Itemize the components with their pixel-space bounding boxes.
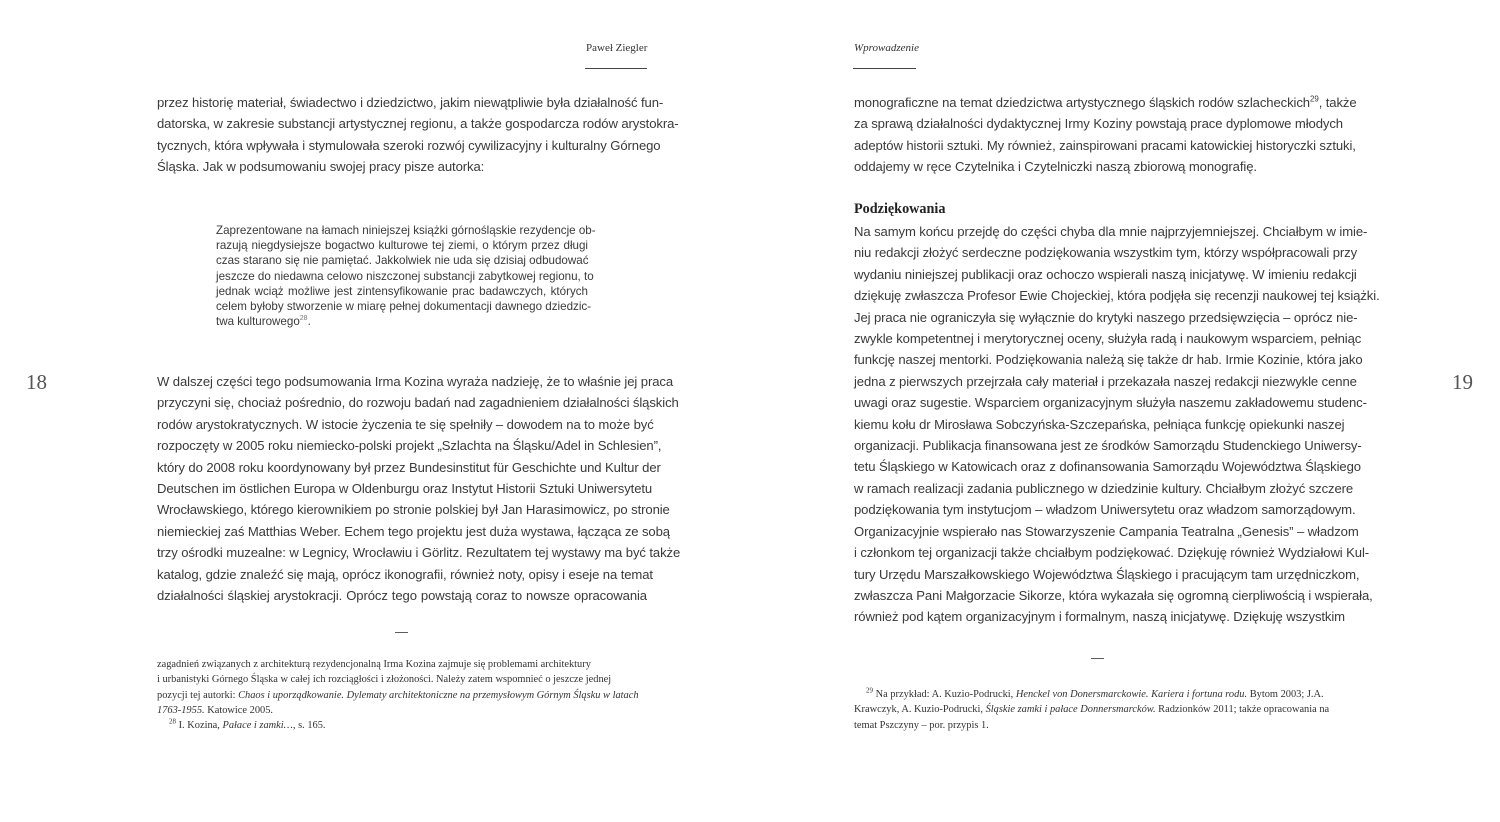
text-line: tury Urzędu Marszałkowskiego Województwa Śląskiego i pracującym tam urzędniczkom, bbox=[854, 566, 1360, 582]
text-line: podziękowania tym instytucjom – władzom Uniwersytetu oraz władzom samorządowym. bbox=[854, 502, 1356, 518]
quote-line: jednak wciąż możliwe jest zintensyfikowanie prac badawczych, których bbox=[216, 284, 588, 298]
text-line: trzy ośrodki muzealne: w Legnicy, Wrocławiu i Görlitz. Rezultatem tej wystawy ma być także bbox=[157, 545, 681, 561]
text-line: oddajemy w ręce Czytelnika i Czytelniczki naszą zbiorową monografię. bbox=[854, 159, 1257, 175]
quote-line: razują niegdysiejsze bogactwo kulturowe tej ziemi, o którym przez długi bbox=[216, 239, 588, 253]
text-line: zwykle kompetentnej i merytorycznej oceny, służyła radą i naukowym wsparciem, pełniąc bbox=[854, 331, 1362, 347]
text-segment: monograficzne na temat dziedzictwa artystycznego śląskich rodów szlacheckich bbox=[854, 95, 1310, 110]
text-line: Śląska. Jak w podsumowaniu swojej pracy pisze autorka: bbox=[157, 159, 485, 175]
text-line: wydaniu niniejszej publikacji oraz ochoczo wspierali naszą inicjatywę. W imieniu redakcji bbox=[854, 266, 1357, 282]
text-line: Jej praca nie ograniczyła się wyłącznie do krytyki naszego przedsięwzięcia – oprócz nie- bbox=[854, 309, 1358, 325]
footnote-text: Na przykład: A. Kuzio-Podrucki, bbox=[873, 689, 1016, 700]
page-number-left: 18 bbox=[26, 370, 47, 394]
text-line: w ramach realizacji zadania publicznego w dziedzinie kultury. Chciałbym złożyć szczere bbox=[854, 480, 1354, 496]
left-paragraph-2 bbox=[157, 371, 681, 606]
text-line: tycznych, która wpływała i stymulowała szeroki rozwój cywilizacyjny i kulturalny Górnego bbox=[157, 137, 661, 153]
footnote-line: i urbanistyki Górnego Śląska w całej ich rozciągłości i złożoności. Należy zatem wspomnieć o jeszcze jednej bbox=[157, 674, 612, 686]
footnote-text: Bytom 2003; J.A. bbox=[1247, 689, 1324, 700]
quote-line: Zaprezentowane na łamach niniejszej książki górnośląskie rezydencje ob- bbox=[216, 224, 596, 237]
text-line: kiemu kołu dr Mirosława Sobczyńska-Szczepańska, pełniąca funkcję opiekunki naszej bbox=[854, 416, 1345, 432]
footnote-text: , s. 165. bbox=[292, 720, 326, 732]
text-line: i członkom tej organizacji także chciałbym podziękować. Dziękuję również Wydziałowi Kul- bbox=[854, 545, 1370, 561]
text-line: który do 2008 roku koordynowany był przez Bundesinstitut für Geschichte und Kultur der bbox=[157, 459, 661, 475]
running-head-left: Paweł Ziegler bbox=[586, 42, 648, 54]
page-number-right: 19 bbox=[1452, 370, 1473, 394]
quote-line: czas starano się nie pamiętać. Jakkolwiek nie uda się dzisiaj odbudować bbox=[216, 254, 589, 268]
footnote-29 bbox=[854, 687, 1344, 702]
cited-title: Pałace i zamki… bbox=[222, 720, 293, 732]
right-paragraph-2 bbox=[854, 221, 1380, 628]
text-line: niemieckiej zaś Matthias Weber. Echem tego projektu jest duża wystawa, łącząca ze sobą bbox=[157, 523, 670, 539]
quote-line: jeszcze do niedawna celowo niszczonej substancji zabytkowej regionu, to bbox=[216, 269, 594, 283]
text-line bbox=[854, 92, 1357, 113]
text-line: Wrocławskiego, którego kierownikiem po stronie polskiej był Jan Harasimowicz, po stronie bbox=[157, 502, 670, 518]
text-line: niu redakcji złożyć serdeczne podziękowania wszystkim tym, którzy współpracowali przy bbox=[854, 245, 1358, 261]
footnote-28 bbox=[157, 718, 647, 733]
text-line: funkcję naszej mentorki. Podziękowania należą się także dr hab. Irmie Kozinie, która jako bbox=[854, 352, 1363, 368]
text-line: Organizacyjnie wspierało nas Stowarzyszenie Campania Teatralna „Genesis” – władzom bbox=[854, 523, 1359, 539]
quote-text: twa kulturowego bbox=[216, 315, 300, 329]
footnote-text: Radzionków 2011; także opracowania na bbox=[1155, 704, 1330, 716]
text-line: tetu Śląskiego w Katowicach oraz z dofinansowania Samorządu Województwa Śląskiego bbox=[854, 459, 1361, 475]
section-heading: Podziękowania bbox=[854, 201, 946, 217]
cited-title: Henckel von Donersmarckowie. Kariera i fortuna rodu. bbox=[1015, 689, 1248, 700]
footnote-ref-28[interactable]: 28 bbox=[299, 315, 308, 323]
text-line: rozpoczęty w 2005 roku niemiecko-polski projekt „Szlachta na Śląsku/Adel in Schlesien”, bbox=[157, 438, 662, 454]
cited-title: Śląskie zamki i pałace Donnersmarcków. bbox=[985, 704, 1156, 716]
cited-title: 1763-1955. bbox=[157, 704, 205, 716]
text-line: katalog, gdzie znaleźć się mają, oprócz ikonografii, również noty, opisy i eseje na temat bbox=[157, 566, 653, 582]
footnote-number: 29 bbox=[866, 686, 873, 695]
quote-end: . bbox=[307, 315, 311, 329]
footnote-line bbox=[157, 688, 647, 703]
text-line: Na samym końcu przejdę do części chyba dla mnie najprzyjemniejszej. Chciałbym w imie- bbox=[854, 224, 1368, 239]
running-head-right: Wprowadzenie bbox=[854, 42, 919, 54]
footnote-line: zagadnień związanych z architekturą rezydencjonalną Irma Kozina zajmuje się problemami architektury bbox=[157, 659, 591, 670]
footnote-text: Krawczyk, A. Kuzio-Podrucki, bbox=[854, 704, 986, 716]
block-quote bbox=[216, 223, 596, 329]
footnote-number: 28 bbox=[169, 717, 176, 726]
right-paragraph-1 bbox=[854, 92, 1357, 178]
footnote-text: Katowice 2005. bbox=[204, 704, 274, 716]
text-segment: , także bbox=[1318, 95, 1357, 110]
text-line: organizacji. Publikacja finansowana jest ze środków Samorządu Studenckiego Uniwersy- bbox=[854, 438, 1362, 454]
text-line: rodów arystokratycznych. W istocie życzenia te się spełniły – dowodem na to może być bbox=[157, 416, 654, 432]
footnote-separator-left: — bbox=[395, 624, 408, 639]
footnote-line: temat Pszczyny – por. przypis 1. bbox=[854, 719, 989, 731]
text-line: jedna z pierwszych przejrzała cały materiał i przekazała naszej redakcji niezwykle cenne bbox=[854, 373, 1357, 389]
text-line: za sprawą działalności dydaktycznej Irmy Koziny powstają prace dyplomowe młodych bbox=[854, 116, 1343, 132]
footnote-separator-right: — bbox=[1091, 650, 1104, 665]
quote-line-last bbox=[216, 314, 588, 329]
text-line: W dalszej części tego podsumowania Irma Kozina wyraża nadzieję, że to właśnie jej praca bbox=[157, 374, 674, 389]
cited-title: Chaos i uporządkowanie. Dylematy architektoniczne na przemysłowym Górnym Śląsku w latach bbox=[238, 689, 639, 701]
text-line: przez historię materiał, świadectwo i dziedzictwo, jakim niewątpliwie była działalność fun- bbox=[157, 95, 664, 110]
footnote-text: pozycji tej autorki: bbox=[157, 689, 239, 701]
footnotes-right bbox=[854, 687, 1344, 733]
footnote-line bbox=[157, 703, 647, 718]
text-line: datorska, w zakresie substancji artystycznej regionu, a także gospodarcza rodów arystokra- bbox=[157, 116, 679, 132]
text-line: działalności śląskiej arystokracji. Oprócz tego powstają coraz to nowsze opracowania bbox=[157, 588, 647, 604]
text-line: zwłaszcza Pani Małgorzacie Sikorze, która wykazała się ogromną cierpliwością i wspierała, bbox=[854, 587, 1373, 603]
running-head-rule-left bbox=[585, 68, 647, 69]
text-line: uwagi oraz sugestie. Wsparciem organizacyjnym służyła naszemu zakładowemu studenc- bbox=[854, 395, 1367, 411]
footnote-text: I. Kozina, bbox=[176, 720, 223, 732]
text-line: dziękuję zwłaszcza Profesor Ewie Chojeckiej, która podjęła się recenzji naukowej tej książki. bbox=[854, 288, 1380, 304]
left-paragraph-1 bbox=[157, 92, 679, 178]
quote-line: celem byłoby stworzenie w miarę pełnej dokumentacji dawnego dziedzic- bbox=[216, 300, 592, 314]
text-line: również pod kątem organizacyjnym i formalnym, naszą inicjatywę. Dziękuję wszystkim bbox=[854, 609, 1345, 625]
text-line: Deutschen im östlichen Europa w Oldenburgu oraz Instytut Historii Sztuki Uniwersytetu bbox=[157, 481, 653, 497]
text-line: przyczyni się, chociaż pośrednio, do rozwoju badań nad zagadnieniem działalności śląskich bbox=[157, 395, 679, 411]
footnotes-left bbox=[157, 657, 647, 733]
footnote-ref-29[interactable]: 29 bbox=[1309, 94, 1319, 104]
footnote-line bbox=[854, 702, 1344, 717]
text-line: adeptów historii sztuki. My również, zainspirowani pracami katowickiej historyczki sztuki, bbox=[854, 137, 1356, 153]
running-head-rule-right bbox=[853, 68, 916, 69]
